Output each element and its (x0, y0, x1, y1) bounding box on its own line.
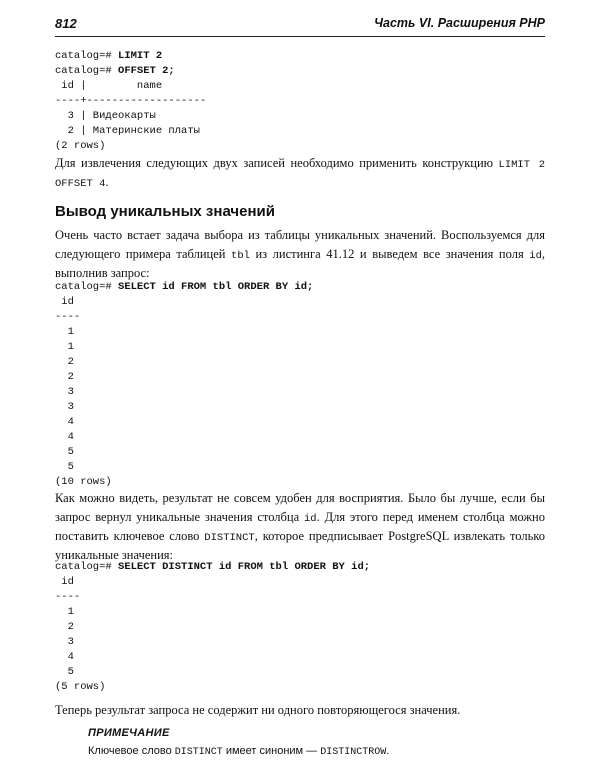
result-row: 5 (55, 666, 74, 678)
paragraph-result: Теперь результат запроса не содержит ни одного повторяющегося значения. (55, 703, 461, 717)
result-separator: ---- (55, 311, 81, 323)
text: . Для этого перед именем столбца можно поставить ключевое слово (55, 510, 545, 543)
paragraph-intro (55, 226, 545, 283)
result-row: 2 | Материнские платы (55, 125, 200, 137)
text: . (105, 175, 109, 189)
text: имеет синоним — (222, 745, 321, 757)
result-row: 3 | Видеокарты (55, 110, 156, 122)
result-column-header: id | name (55, 80, 163, 92)
code-block-select-distinct (55, 560, 370, 695)
inline-code: DISTINCTROW (320, 747, 387, 758)
code-prompt: catalog=# (55, 65, 119, 77)
text: Для извлечения следующих двух записей необходимо применить конструкцию (55, 156, 499, 170)
text: Очень часто встает задача выбора из таблицы уникальных значений. Воспользуемся для следующего примера таблицей (55, 228, 545, 261)
result-row: 4 (55, 416, 74, 428)
result-row-count: (10 rows) (55, 476, 112, 488)
code-command: OFFSET 2; (118, 65, 175, 77)
code-prompt: catalog=# (55, 281, 119, 293)
result-row-count: (2 rows) (55, 140, 106, 152)
note-title: ПРИМЕЧАНИЕ (88, 727, 170, 739)
paragraph-distinct (55, 489, 545, 565)
result-row: 3 (55, 401, 74, 413)
result-row: 4 (55, 431, 74, 443)
page-header (55, 14, 545, 37)
code-query: SELECT id FROM tbl ORDER BY id; (118, 281, 314, 293)
page-number: 812 (55, 16, 77, 31)
result-row: 1 (55, 326, 74, 338)
inline-code: DISTINCT (204, 532, 255, 544)
text: , которое предписывает PostgreSQL извлекать только уникальные значения: (55, 529, 545, 562)
paragraph-limit-offset (55, 154, 545, 192)
result-column-header: id (55, 576, 74, 588)
code-query: SELECT DISTINCT id FROM tbl ORDER BY id; (118, 561, 371, 573)
note-text (88, 745, 389, 758)
result-separator: ---- (55, 591, 81, 603)
inline-code: LIMIT 2 OFFSET 4 (55, 159, 545, 190)
result-row: 2 (55, 371, 74, 383)
text: из листинга 41.12 и выведем все значения поля (249, 247, 530, 261)
result-row: 4 (55, 651, 74, 663)
text: Как можно видеть, результат не совсем удобен для восприятия. Было бы лучше, если бы запрос вернул уникальные значения столбца (55, 491, 545, 524)
section-title: Вывод уникальных значений (55, 203, 275, 220)
inline-code: tbl (231, 250, 250, 262)
result-row: 1 (55, 606, 74, 618)
result-row: 2 (55, 621, 74, 633)
text: Ключевое слово (88, 745, 175, 757)
result-separator: ----+------------------- (55, 95, 207, 107)
result-row: 5 (55, 461, 74, 473)
result-row: 5 (55, 446, 74, 458)
inline-code: DISTINCT (174, 747, 223, 758)
code-block-limit-offset (55, 49, 206, 154)
text: , выполнив запрос: (55, 247, 545, 280)
result-row: 2 (55, 356, 74, 368)
result-column-header: id (55, 296, 74, 308)
running-head: Часть VI. Расширения PHP (374, 16, 545, 30)
result-row: 1 (55, 341, 74, 353)
inline-code: id (529, 250, 542, 262)
text: . (386, 745, 390, 757)
result-row: 3 (55, 386, 74, 398)
code-prompt: catalog=# (55, 561, 119, 573)
inline-code: id (304, 513, 317, 525)
result-row-count: (5 rows) (55, 681, 106, 693)
code-block-select (55, 280, 313, 490)
code-prompt: catalog=# (55, 50, 119, 62)
code-command: LIMIT 2 (118, 50, 163, 62)
result-row: 3 (55, 636, 74, 648)
